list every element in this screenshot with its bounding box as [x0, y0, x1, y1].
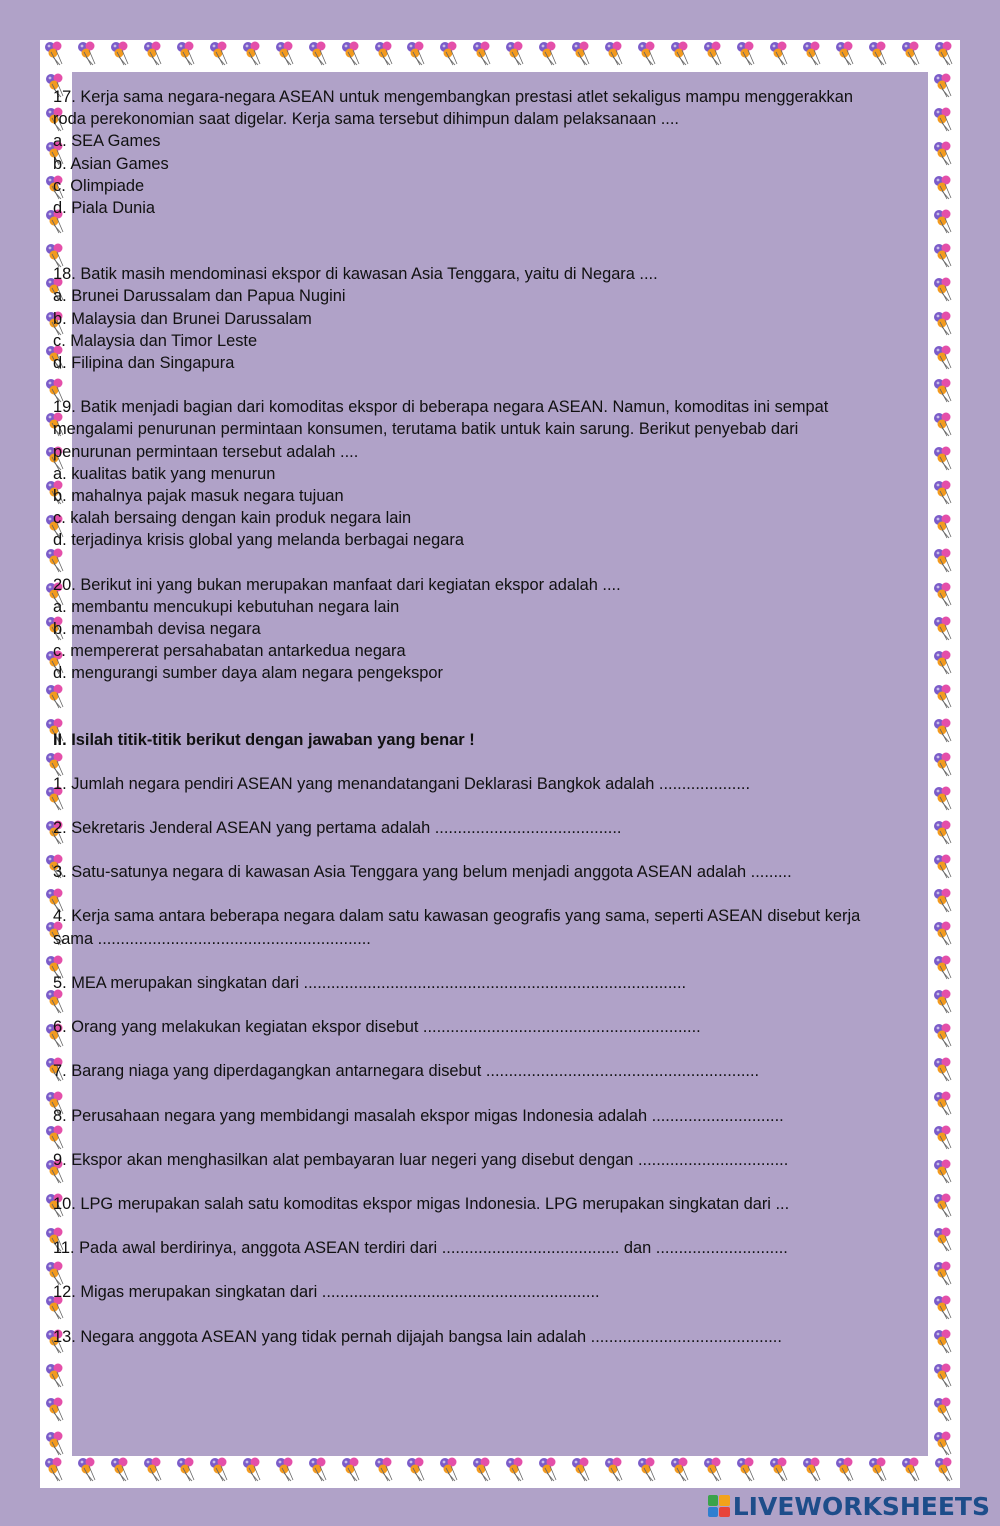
balloon-icon: [240, 1456, 266, 1482]
balloon-icon: [569, 1456, 595, 1482]
balloon-icon: [503, 40, 529, 66]
balloon-icon: [931, 72, 957, 98]
balloon-icon: [931, 920, 957, 946]
liveworksheets-logo[interactable]: [708, 1490, 990, 1522]
balloon-icon: [931, 513, 957, 539]
balloon-icon: [833, 1456, 859, 1482]
balloon-icon: [174, 1456, 200, 1482]
option-b[interactable]: b. menambah devisa negara: [53, 620, 261, 639]
balloon-icon: [931, 1226, 957, 1252]
fill-in-item[interactable]: 1. Jumlah negara pendiri ASEAN yang menandatangani Deklarasi Bangkok adalah ....................: [53, 774, 751, 793]
balloon-icon: [931, 1260, 957, 1286]
balloon-icon: [931, 1396, 957, 1422]
option-a[interactable]: a. Brunei Darussalam dan Papua Nugini: [53, 287, 346, 306]
balloon-icon: [931, 1328, 957, 1354]
balloon-icon: [767, 1456, 793, 1482]
balloon-icon: [701, 1456, 727, 1482]
fill-in-item[interactable]: 9. Ekspor akan menghasilkan alat pembayaran luar negeri yang disebut dengan .................................: [53, 1150, 789, 1169]
balloon-icon: [931, 1090, 957, 1116]
balloon-icon: [931, 819, 957, 845]
balloon-icon: [174, 40, 200, 66]
balloon-icon: [833, 40, 859, 66]
option-a[interactable]: a. membantu mencukupi kebutuhan negara lain: [53, 597, 400, 616]
option-d[interactable]: d. terjadinya krisis global yang melanda berbagai negara: [53, 531, 464, 550]
balloon-icon: [668, 1456, 694, 1482]
balloon-icon: [273, 1456, 299, 1482]
question-text: 17. Kerja sama negara-negara ASEAN untuk mengembangkan prestasi atlet sekaligus mampu menggerakkan roda perekonomian saat digelar. Kerja sama tersebut dihimpun dalam pelaksanaan ....: [53, 88, 853, 129]
balloon-icon: [931, 1124, 957, 1150]
fill-in-item[interactable]: 13. Negara anggota ASEAN yang tidak pernah dijajah bangsa lain adalah ..........................................: [53, 1327, 782, 1346]
option-a[interactable]: a. SEA Games: [53, 132, 161, 151]
balloon-icon: [932, 1456, 958, 1482]
balloon-icon: [932, 40, 958, 66]
fill-in-item[interactable]: 10. LPG merupakan salah satu komoditas ekspor migas Indonesia. LPG merupakan singkatan dari ...: [53, 1194, 790, 1213]
option-c[interactable]: c. mempererat persahabatan antarkedua negara: [53, 642, 406, 661]
balloon-icon: [931, 344, 957, 370]
section-title: II. Isilah titik-titik berikut dengan jawaban yang benar !: [53, 730, 475, 749]
balloon-icon: [931, 377, 957, 403]
fill-in-item[interactable]: 6. Orang yang melakukan kegiatan ekspor disebut .............................................................: [53, 1018, 701, 1037]
balloon-icon: [800, 1456, 826, 1482]
option-d[interactable]: d. mengurangi sumber daya alam negara pengekspor: [53, 664, 443, 683]
balloon-icon: [635, 1456, 661, 1482]
balloon-icon: [800, 40, 826, 66]
balloon-icon: [866, 1456, 892, 1482]
balloon-icon: [42, 40, 68, 66]
balloon-icon: [899, 40, 925, 66]
balloon-icon: [42, 1456, 68, 1482]
balloon-icon: [931, 276, 957, 302]
balloon-icon: [931, 649, 957, 675]
border-bottom: [40, 1456, 960, 1488]
balloon-icon: [931, 242, 957, 268]
balloon-icon: [207, 1456, 233, 1482]
balloon-icon: [931, 887, 957, 913]
balloon-icon: [931, 174, 957, 200]
balloon-icon: [931, 1056, 957, 1082]
fill-in-item[interactable]: 11. Pada awal berdirinya, anggota ASEAN terdiri dari ....................................... dan .............................: [53, 1239, 788, 1258]
option-a[interactable]: a. kualitas batik yang menurun: [53, 464, 276, 483]
balloon-icon: [701, 40, 727, 66]
balloon-icon: [734, 40, 760, 66]
balloon-icon: [339, 40, 365, 66]
balloon-icon: [372, 40, 398, 66]
balloon-icon: [372, 1456, 398, 1482]
option-b[interactable]: b. Asian Games: [53, 154, 169, 173]
balloon-icon: [931, 581, 957, 607]
balloon-icon: [404, 1456, 430, 1482]
border-top: [40, 40, 960, 72]
fill-in-item[interactable]: 8. Perusahaan negara yang membidangi masalah ekspor migas Indonesia adalah .............................: [53, 1106, 784, 1125]
balloon-icon: [306, 40, 332, 66]
balloon-icon: [931, 683, 957, 709]
balloon-icon: [43, 1396, 69, 1422]
balloon-icon: [931, 479, 957, 505]
balloon-icon: [931, 853, 957, 879]
balloon-icon: [108, 40, 134, 66]
option-c[interactable]: c. kalah bersaing dengan kain produk negara lain: [53, 509, 412, 528]
balloon-icon: [240, 40, 266, 66]
option-b[interactable]: b. Malaysia dan Brunei Darussalam: [53, 309, 312, 328]
balloon-icon: [503, 1456, 529, 1482]
option-d[interactable]: d. Piala Dunia: [53, 199, 156, 218]
balloon-icon: [43, 1430, 69, 1456]
balloon-icon: [931, 208, 957, 234]
question-text: 18. Batik masih mendominasi ekspor di kawasan Asia Tenggara, yaitu di Negara ....: [53, 265, 658, 284]
fill-in-item[interactable]: 2. Sekretaris Jenderal ASEAN yang pertama adalah .........................................: [53, 819, 622, 838]
balloon-icon: [931, 445, 957, 471]
balloon-icon: [536, 40, 562, 66]
balloon-icon: [931, 1158, 957, 1184]
balloon-icon: [141, 40, 167, 66]
balloon-icon: [75, 1456, 101, 1482]
balloon-icon: [339, 1456, 365, 1482]
balloon-icon: [437, 1456, 463, 1482]
question-19: [53, 396, 873, 551]
option-c[interactable]: c. Olimpiade: [53, 176, 145, 195]
balloon-icon: [931, 140, 957, 166]
balloon-icon: [767, 40, 793, 66]
balloon-icon: [602, 40, 628, 66]
balloon-icon: [404, 40, 430, 66]
balloon-icon: [141, 1456, 167, 1482]
balloon-icon: [108, 1456, 134, 1482]
question-text: 19. Batik menjadi bagian dari komoditas ekspor di beberapa negara ASEAN. Namun, komoditas ini sempat mengalami penurunan permintaan konsumen, terutama batik untuk kain sarung. Berikut penyebab dari penurunan permintaan tersebut adalah ....: [53, 398, 829, 461]
balloon-icon: [931, 717, 957, 743]
fill-in-item[interactable]: 4. Kerja sama antara beberapa negara dalam satu kawasan geografis yang sama, seperti ASEAN disebut kerja sama ............................................................: [53, 907, 861, 948]
balloon-icon: [75, 40, 101, 66]
balloon-icon: [306, 1456, 332, 1482]
balloon-icon: [207, 40, 233, 66]
fill-in-item[interactable]: 5. MEA merupakan singkatan dari ....................................................................................: [53, 973, 687, 992]
worksheet-content: [53, 86, 873, 1348]
question-20: [53, 574, 873, 685]
question-18: [53, 263, 873, 374]
balloon-icon: [931, 988, 957, 1014]
balloon-icon: [931, 310, 957, 336]
balloon-icon: [931, 615, 957, 641]
balloon-icon: [931, 785, 957, 811]
balloon-icon: [602, 1456, 628, 1482]
balloon-icon: [668, 40, 694, 66]
fill-in-item[interactable]: 3. Satu-satunya negara di kawasan Asia Tenggara yang belum menjadi anggota ASEAN adalah .........: [53, 863, 792, 882]
balloon-icon: [931, 106, 957, 132]
fill-in-item[interactable]: 12. Migas merupakan singkatan dari .............................................................: [53, 1283, 600, 1302]
balloon-icon: [635, 40, 661, 66]
balloon-icon: [931, 1430, 957, 1456]
balloon-icon: [931, 411, 957, 437]
balloon-icon: [931, 1192, 957, 1218]
balloon-icon: [734, 1456, 760, 1482]
balloon-icon: [931, 751, 957, 777]
balloon-icon: [437, 40, 463, 66]
balloon-icon: [866, 40, 892, 66]
balloon-icon: [470, 1456, 496, 1482]
balloon-icon: [931, 1294, 957, 1320]
balloon-icon: [931, 1362, 957, 1388]
balloon-icon: [931, 954, 957, 980]
balloon-icon: [43, 1362, 69, 1388]
balloon-icon: [931, 1022, 957, 1048]
option-b[interactable]: b. mahalnya pajak masuk negara tujuan: [53, 487, 344, 506]
logo-text: LIVEWORKSHEETS: [732, 1491, 990, 1521]
balloon-icon: [931, 547, 957, 573]
fill-in-item[interactable]: 7. Barang niaga yang diperdagangkan antarnegara disebut ............................................................: [53, 1062, 760, 1081]
logo-mark-icon: [708, 1495, 730, 1517]
balloon-icon: [899, 1456, 925, 1482]
option-c[interactable]: c. Malaysia dan Timor Leste: [53, 331, 258, 350]
border-right: [928, 72, 960, 1456]
balloon-icon: [536, 1456, 562, 1482]
balloon-icon: [470, 40, 496, 66]
balloon-icon: [569, 40, 595, 66]
question-17: [53, 86, 873, 219]
option-d[interactable]: d. Filipina dan Singapura: [53, 354, 235, 373]
balloon-icon: [273, 40, 299, 66]
question-text: 20. Berikut ini yang bukan merupakan manfaat dari kegiatan ekspor adalah ....: [53, 575, 621, 594]
